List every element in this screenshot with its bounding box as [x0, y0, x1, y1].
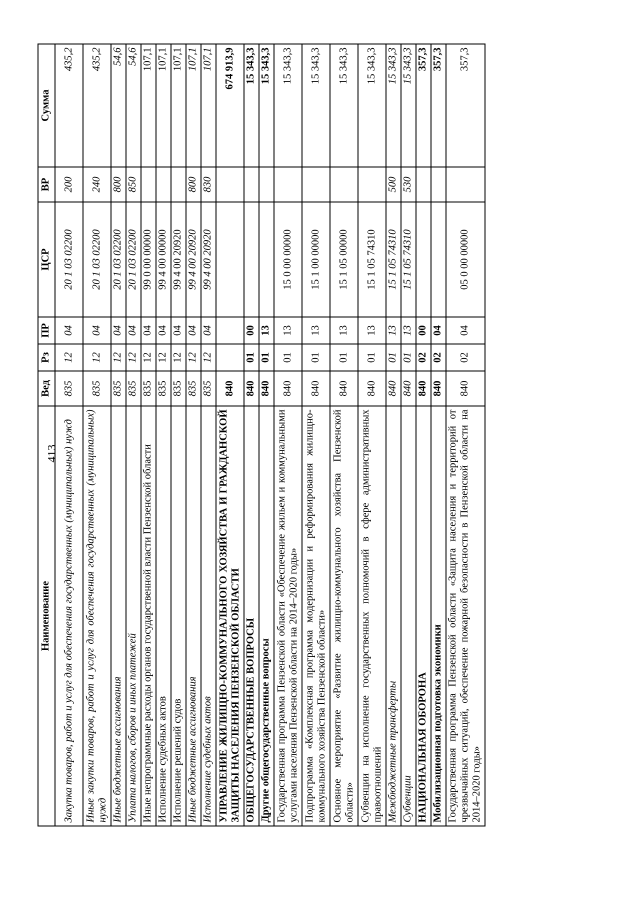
table-row [386, 44, 401, 826]
cell-pr: 13 [330, 317, 358, 344]
cell-vr [358, 167, 386, 202]
cell-pr: 13 [259, 317, 274, 344]
cell-ved: 835 [111, 371, 126, 406]
cell-csr: 99 4 00 20920 [201, 202, 216, 317]
cell-ved: 835 [141, 371, 156, 406]
table-header [38, 44, 55, 826]
cell-csr: 99 0 00 00000 [141, 202, 156, 317]
cell-ved: 840 [216, 371, 244, 406]
cell-csr: 20 1 03 02200 [126, 202, 141, 317]
table-body [55, 44, 485, 826]
cell-ved: 840 [386, 371, 401, 406]
cell-ved: 840 [358, 371, 386, 406]
cell-ved: 840 [446, 371, 485, 406]
cell-csr: 15 1 05 74310 [401, 202, 416, 317]
cell-name: Государственная программа Пензенской области «Защита населения и территорий от чрезвычайных ситуаций, обеспечение пожарной безопасности в Пензенской области на 2014–2020 годы» [446, 406, 485, 826]
cell-ved: 840 [416, 371, 431, 406]
cell-sum: 435,2 [83, 44, 111, 167]
cell-rz: 12 [55, 344, 83, 371]
cell-vr [216, 167, 244, 202]
cell-csr: 15 1 05 00000 [330, 202, 358, 317]
cell-pr: 04 [111, 317, 126, 344]
cell-rz: 01 [401, 344, 416, 371]
cell-vr: 850 [126, 167, 141, 202]
cell-sum: 15 343,3 [274, 44, 302, 167]
cell-vr: 830 [201, 167, 216, 202]
cell-rz: 02 [446, 344, 485, 371]
cell-sum: 54,6 [111, 44, 126, 167]
table-row [302, 44, 330, 826]
cell-pr: 04 [446, 317, 485, 344]
cell-sum: 107,1 [156, 44, 171, 167]
cell-pr: 04 [55, 317, 83, 344]
table-row [156, 44, 171, 826]
cell-name: ОБЩЕГОСУДАРСТВЕННЫЕ ВОПРОСЫ [244, 406, 259, 826]
cell-name: УПРАВЛЕНИЕ ЖИЛИЩНО-КОММУНАЛЬНОГО ХОЗЯЙСТВА И ГРАЖДАНСКОЙ ЗАЩИТЫ НАСЕЛЕНИЯ ПЕНЗЕНСКОЙ ОБЛАСТИ [216, 406, 244, 826]
cell-rz: 12 [171, 344, 186, 371]
cell-vr [302, 167, 330, 202]
table-row [216, 44, 244, 826]
cell-ved: 840 [259, 371, 274, 406]
cell-sum: 15 343,3 [330, 44, 358, 167]
table-row [186, 44, 201, 826]
cell-vr: 500 [386, 167, 401, 202]
cell-sum: 107,1 [141, 44, 156, 167]
cell-vr [416, 167, 431, 202]
cell-sum: 674 913,9 [216, 44, 244, 167]
cell-vr [446, 167, 485, 202]
cell-rz: 02 [431, 344, 446, 371]
rotated-table-area [38, 45, 603, 827]
cell-vr: 200 [55, 167, 83, 202]
cell-csr [244, 202, 259, 317]
cell-name: Субвенции [401, 406, 416, 826]
cell-ved: 835 [171, 371, 186, 406]
cell-name: Иные бюджетные ассигнования [111, 406, 126, 826]
col-header: ЦСР [38, 202, 55, 317]
cell-name: НАЦИОНАЛЬНАЯ ОБОРОНА [416, 406, 431, 826]
cell-rz: 01 [358, 344, 386, 371]
cell-pr: 04 [201, 317, 216, 344]
cell-name: Субвенции на исполнение государственных полномочий в сфере административных правоотношений [358, 406, 386, 826]
cell-sum: 107,1 [171, 44, 186, 167]
table-row [244, 44, 259, 826]
cell-pr: 04 [126, 317, 141, 344]
cell-rz: 12 [141, 344, 156, 371]
cell-vr [244, 167, 259, 202]
cell-vr: 530 [401, 167, 416, 202]
table-row [83, 44, 111, 826]
cell-pr: 04 [156, 317, 171, 344]
cell-sum: 435,2 [55, 44, 83, 167]
cell-ved: 835 [83, 371, 111, 406]
cell-ved: 835 [201, 371, 216, 406]
cell-vr [259, 167, 274, 202]
table-row [431, 44, 446, 826]
cell-name: Другие общегосударственные вопросы [259, 406, 274, 826]
cell-rz: 12 [201, 344, 216, 371]
table-row [416, 44, 431, 826]
cell-rz: 01 [259, 344, 274, 371]
cell-pr: 04 [171, 317, 186, 344]
col-header: Наименование [38, 406, 55, 826]
cell-csr [431, 202, 446, 317]
table-row [201, 44, 216, 826]
cell-rz: 01 [274, 344, 302, 371]
cell-ved: 835 [55, 371, 83, 406]
cell-name: Закупка товаров, работ и услуг для обеспечения государственных (муниципальных) нужд [55, 406, 83, 826]
col-header: ВР [38, 167, 55, 202]
cell-name: Межбюджетные трансферты [386, 406, 401, 826]
cell-csr: 15 0 00 00000 [274, 202, 302, 317]
cell-pr [216, 317, 244, 344]
cell-csr: 15 1 05 74310 [386, 202, 401, 317]
cell-pr: 13 [302, 317, 330, 344]
cell-pr: 13 [274, 317, 302, 344]
cell-name: Подпрограмма «Комплексная программа модернизации и реформирования жилищно-коммунального хозяйства Пензенской области» [302, 406, 330, 826]
cell-sum: 15 343,3 [259, 44, 274, 167]
col-header: ПР [38, 317, 55, 344]
cell-csr [259, 202, 274, 317]
cell-pr: 04 [431, 317, 446, 344]
cell-rz: 02 [416, 344, 431, 371]
cell-vr: 240 [83, 167, 111, 202]
cell-rz: 12 [83, 344, 111, 371]
table-row [446, 44, 485, 826]
cell-sum: 15 343,3 [302, 44, 330, 167]
cell-sum: 357,3 [416, 44, 431, 167]
cell-pr: 13 [386, 317, 401, 344]
table-row [259, 44, 274, 826]
cell-sum: 107,1 [186, 44, 201, 167]
cell-vr [171, 167, 186, 202]
cell-rz: 12 [156, 344, 171, 371]
col-header: Вед [38, 371, 55, 406]
cell-rz [216, 344, 244, 371]
cell-vr [156, 167, 171, 202]
cell-sum: 15 343,3 [401, 44, 416, 167]
cell-name: Исполнение судебных актов [201, 406, 216, 826]
cell-ved: 840 [244, 371, 259, 406]
table-row [401, 44, 416, 826]
cell-name: Мобилизационная подготовка экономики [431, 406, 446, 826]
table-row [55, 44, 83, 826]
cell-csr [216, 202, 244, 317]
table-row [330, 44, 358, 826]
cell-name: Основное мероприятие «Развитие жилищно-коммунального хозяйства Пензенской области» [330, 406, 358, 826]
cell-vr [274, 167, 302, 202]
cell-pr: 04 [186, 317, 201, 344]
cell-rz: 01 [244, 344, 259, 371]
cell-vr [431, 167, 446, 202]
cell-ved: 835 [156, 371, 171, 406]
cell-csr: 99 4 00 20920 [171, 202, 186, 317]
cell-sum: 15 343,3 [358, 44, 386, 167]
cell-sum: 15 343,3 [244, 44, 259, 167]
cell-csr [416, 202, 431, 317]
cell-name: Государственная программа Пензенской области «Обеспечение жильем и коммунальными услугами населения Пензенской области на 2014–2020 годы» [274, 406, 302, 826]
cell-pr: 00 [416, 317, 431, 344]
cell-name: Иные бюджетные ассигнования [186, 406, 201, 826]
cell-sum: 107,1 [201, 44, 216, 167]
cell-name: Исполнение судебных актов [156, 406, 171, 826]
cell-ved: 840 [330, 371, 358, 406]
col-header: Рз [38, 344, 55, 371]
cell-csr: 05 0 00 00000 [446, 202, 485, 317]
cell-rz: 12 [111, 344, 126, 371]
cell-rz: 12 [186, 344, 201, 371]
cell-vr [141, 167, 156, 202]
cell-csr: 20 1 03 02200 [83, 202, 111, 317]
cell-vr [330, 167, 358, 202]
cell-pr: 13 [401, 317, 416, 344]
cell-csr: 99 4 00 20920 [186, 202, 201, 317]
cell-csr: 15 1 00 00000 [302, 202, 330, 317]
cell-rz: 01 [302, 344, 330, 371]
cell-rz: 12 [126, 344, 141, 371]
cell-ved: 840 [302, 371, 330, 406]
table-row [274, 44, 302, 826]
cell-name: Исполнение решений судов [171, 406, 186, 826]
cell-vr: 800 [111, 167, 126, 202]
cell-sum: 54,6 [126, 44, 141, 167]
cell-ved: 835 [186, 371, 201, 406]
table-row [358, 44, 386, 826]
cell-sum: 357,3 [446, 44, 485, 167]
cell-csr: 20 1 03 02200 [55, 202, 83, 317]
cell-sum: 357,3 [431, 44, 446, 167]
table-row [171, 44, 186, 826]
cell-csr: 20 1 03 02200 [111, 202, 126, 317]
cell-ved: 840 [401, 371, 416, 406]
cell-rz: 01 [386, 344, 401, 371]
cell-pr: 00 [244, 317, 259, 344]
cell-name: Иные закупки товаров, работ и услуг для обеспечения государственных (муниципальных) нужд [83, 406, 111, 826]
table-row [111, 44, 126, 826]
cell-name: Уплата налогов, сборов и иных платежей [126, 406, 141, 826]
table-row [141, 44, 156, 826]
table-row [126, 44, 141, 826]
cell-csr: 99 4 00 00000 [156, 202, 171, 317]
cell-pr: 13 [358, 317, 386, 344]
cell-pr: 04 [83, 317, 111, 344]
cell-vr: 800 [186, 167, 201, 202]
cell-pr: 04 [141, 317, 156, 344]
col-header: Сумма [38, 44, 55, 167]
cell-ved: 840 [431, 371, 446, 406]
cell-name: Иные непрограммные расходы органов государственной власти Пензенской области [141, 406, 156, 826]
cell-ved: 835 [126, 371, 141, 406]
cell-ved: 840 [274, 371, 302, 406]
cell-sum: 15 343,3 [386, 44, 401, 167]
page-number: 413 [44, 444, 59, 463]
budget-table [38, 44, 486, 827]
cell-rz: 01 [330, 344, 358, 371]
cell-csr: 15 1 05 74310 [358, 202, 386, 317]
